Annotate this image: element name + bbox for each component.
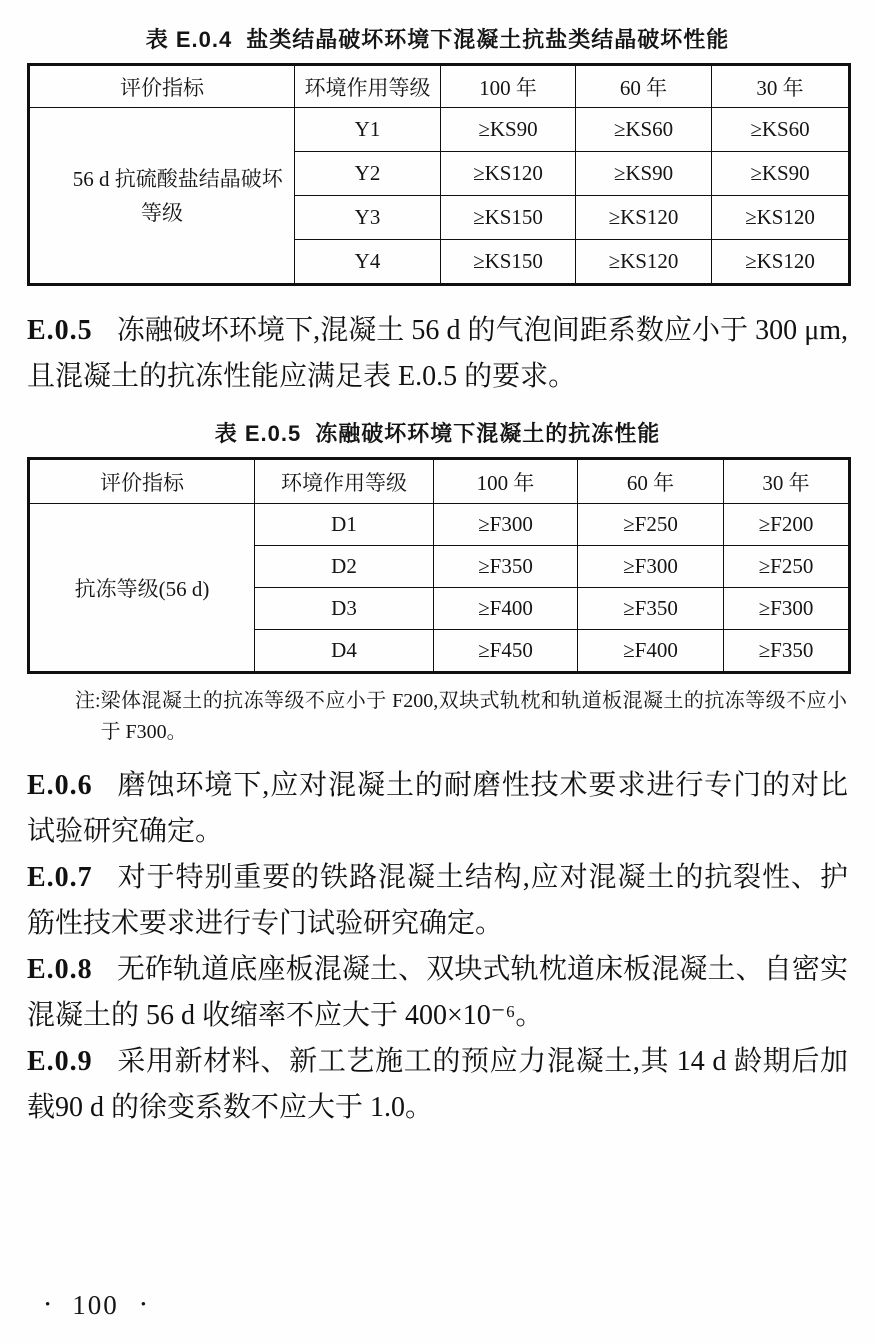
footer-right-dot: • (140, 1297, 147, 1313)
table-cell: ≥KS120 (576, 240, 712, 285)
clause-e05-number: E.0.5 (27, 315, 93, 346)
table-cell: ≥F300 (578, 546, 724, 588)
column-header: 评价指标 (29, 65, 295, 108)
clause-e07 (27, 855, 848, 947)
table-cell: ≥F250 (724, 546, 850, 588)
table-cell: ≥KS120 (576, 196, 712, 240)
table-e05-caption-label: 表 E.0.5 (214, 421, 302, 446)
column-header: 60 年 (576, 65, 712, 108)
clause-e09-number: E.0.9 (27, 1046, 93, 1077)
row-stub: 抗冻等级(56 d) (29, 504, 255, 673)
note-label: 注: (75, 690, 101, 712)
table-cell: ≥KS60 (712, 108, 850, 152)
table-cell: ≥F350 (724, 630, 850, 673)
column-header: 60 年 (578, 459, 724, 504)
table-cell: ≥F400 (434, 588, 578, 630)
column-header: 环境作用等级 (255, 459, 434, 504)
table-cell: D3 (255, 588, 434, 630)
table-cell: ≥KS120 (712, 196, 850, 240)
column-header: 环境作用等级 (295, 65, 441, 108)
table-cell: Y4 (295, 240, 441, 285)
table-cell: ≥F300 (434, 504, 578, 546)
clause-e07-number: E.0.7 (27, 862, 93, 893)
clause-e05-text: 冻融破坏环境下,混凝土 56 d 的气泡间距系数应小于 300 μm,且混凝土的抗冻性能应满足表 E.0.5 的要求。 (27, 315, 848, 392)
table-cell: ≥KS90 (576, 152, 712, 196)
column-header: 100 年 (434, 459, 578, 504)
table-e05 (27, 457, 851, 674)
table-cell: ≥KS120 (712, 240, 850, 285)
table-e05-note (75, 686, 847, 748)
column-header: 100 年 (441, 65, 576, 108)
clause-e05 (27, 308, 848, 400)
table-e05-caption-text: 冻融破坏环境下混凝土的抗冻性能 (315, 421, 661, 446)
clause-e09 (27, 1039, 848, 1131)
clause-e08-text: 无砟轨道底座板混凝土、双块式轨枕道床板混凝土、自密实混凝土的 56 d 收缩率不应大于 400×10⁻⁶。 (27, 954, 848, 1031)
clause-e08-number: E.0.8 (27, 954, 93, 985)
table-cell: ≥F450 (434, 630, 578, 673)
clause-e07-text: 对于特别重要的铁路混凝土结构,应对混凝土的抗裂性、护筋性技术要求进行专门试验研究确定。 (27, 862, 848, 939)
clause-e06 (27, 763, 848, 855)
table-cell: ≥F250 (578, 504, 724, 546)
table-cell: ≥KS90 (441, 108, 576, 152)
table-e04-caption-label: 表 E.0.4 (145, 27, 233, 52)
table-cell: ≥KS90 (712, 152, 850, 196)
page-number (45, 1290, 146, 1321)
footer-page-number: 100 (72, 1290, 119, 1320)
table-cell: Y3 (295, 196, 441, 240)
table-e04 (27, 63, 851, 286)
table-row (29, 108, 850, 152)
table-e05-caption (27, 420, 848, 448)
table-cell: ≥KS60 (576, 108, 712, 152)
column-header: 评价指标 (29, 459, 255, 504)
table-cell: Y1 (295, 108, 441, 152)
table-cell: ≥F300 (724, 588, 850, 630)
table-cell: ≥F350 (578, 588, 724, 630)
clause-e06-number: E.0.6 (27, 770, 93, 801)
clause-e06-text: 磨蚀环境下,应对混凝土的耐磨性技术要求进行专门的对比试验研究确定。 (27, 770, 848, 847)
clause-block (27, 763, 848, 1131)
table-e05-header-row (29, 459, 850, 504)
table-e04-caption-text: 盐类结晶破坏环境下混凝土抗盐类结晶破坏性能 (246, 27, 730, 52)
table-e04-caption (27, 26, 848, 54)
table-cell: ≥KS150 (441, 240, 576, 285)
clause-e08 (27, 947, 848, 1039)
footer-left-dot: • (45, 1297, 51, 1313)
table-cell: Y2 (295, 152, 441, 196)
table-cell: ≥F200 (724, 504, 850, 546)
table-cell: D4 (255, 630, 434, 673)
table-cell: ≥F400 (578, 630, 724, 673)
column-header: 30 年 (724, 459, 850, 504)
row-stub: 56 d 抗硫酸盐结晶破坏等级 (29, 108, 295, 285)
table-row (29, 504, 850, 546)
clause-e09-text: 采用新材料、新工艺施工的预应力混凝土,其 14 d 龄期后加载90 d 的徐变系数不应大于 1.0。 (27, 1046, 848, 1123)
table-cell: ≥F350 (434, 546, 578, 588)
note-text: 梁体混凝土的抗冻等级不应小于 F200,双块式轨枕和轨道板混凝土的抗冻等级不应小于 F300。 (100, 690, 847, 743)
table-cell: D2 (255, 546, 434, 588)
column-header: 30 年 (712, 65, 850, 108)
table-cell: ≥KS150 (441, 196, 576, 240)
table-e04-header-row (29, 65, 850, 108)
table-cell: D1 (255, 504, 434, 546)
table-cell: ≥KS120 (441, 152, 576, 196)
